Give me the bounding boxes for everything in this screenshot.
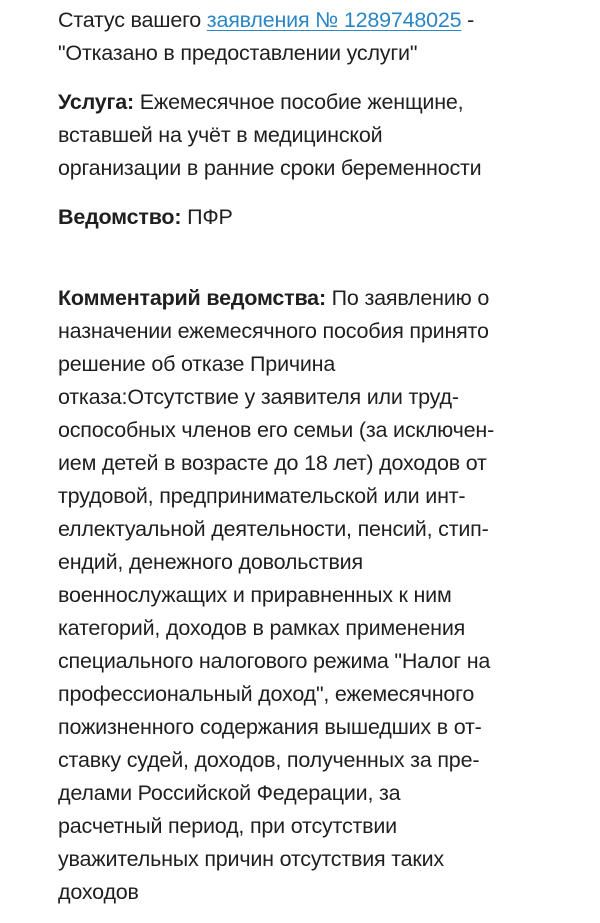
comment-label: Комментарий ведомства:: [58, 286, 326, 310]
status-paragraph: [58, 4, 588, 70]
comment-paragraph: [58, 282, 588, 909]
comment-text-line: назначении ежемесячного пособия принято: [58, 319, 489, 343]
comment-text-line: военнослужащих и приравненных к ним: [58, 583, 452, 607]
comment-text-line: пожизненного содержания вышедших в от-: [58, 715, 482, 739]
comment-text-line: ендий, денежного довольствия: [58, 550, 363, 574]
comment-text-line: решение об отказе Причина: [58, 352, 336, 376]
department-value: ПФР: [181, 205, 233, 229]
comment-text-line: оспособных членов его семьи (за исключен-: [58, 418, 495, 442]
comment-text-line: профессиональный доход", ежемесячного: [58, 682, 475, 706]
status-line: [58, 4, 588, 37]
service-value-line: вставшей на учёт в медицинской: [58, 123, 383, 147]
comment-text-line: трудовой, предпринимательской или инт-: [58, 484, 466, 508]
service-value-line: организации в ранние сроки беременности: [58, 156, 482, 180]
status-prefix: Статус вашего: [58, 8, 207, 32]
application-status-details: [58, 4, 588, 909]
service-value-line: Ежемесячное пособие женщине,: [133, 90, 464, 114]
comment-text-line: ставку судей, доходов, полученных за пре-: [58, 748, 480, 772]
service-label: Услуга:: [58, 90, 134, 114]
spacer: [58, 234, 588, 282]
comment-text-line: отказа:Отсутствие у заявителя или труд-: [58, 385, 459, 409]
service-line-1: [58, 86, 588, 119]
comment-text-line: еллектуальной деятельности, пенсий, стип-: [58, 517, 489, 541]
spacer: [58, 185, 588, 201]
service-paragraph: [58, 86, 588, 185]
comment-text-line: специального налогового режима "Налог на: [58, 649, 491, 673]
comment-text-line: ием детей в возрасте до 18 лет) доходов от: [58, 451, 487, 475]
department-line: [58, 201, 588, 234]
comment-text-line: уважительных причин отсутствия таких: [58, 847, 444, 871]
comment-text-line: По заявлению о: [325, 286, 490, 310]
comment-text-line: делами Российской Федерации, за: [58, 781, 401, 805]
department-label: Ведомство:: [58, 205, 182, 229]
comment-text-line: расчетный период, при отсутствии: [58, 814, 397, 838]
department-paragraph: [58, 201, 588, 234]
application-number-link[interactable]: заявления № 1289748025: [206, 8, 462, 32]
status-suffix: -: [461, 8, 475, 32]
status-value: "Отказано в предоставлении услуги": [58, 41, 418, 65]
comment-line-1: [58, 282, 588, 315]
spacer: [58, 70, 588, 86]
comment-text-line: доходов: [58, 880, 139, 904]
comment-text-line: категорий, доходов в рамках применения: [58, 616, 466, 640]
